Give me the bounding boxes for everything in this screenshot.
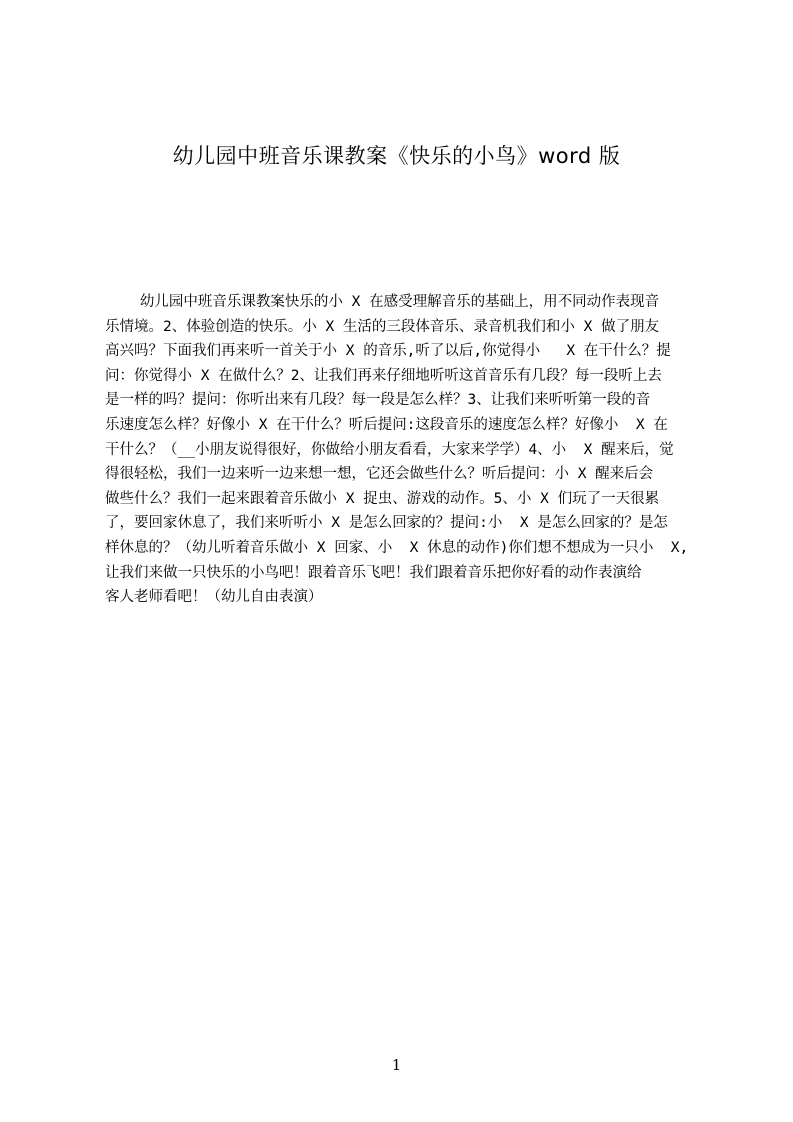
- body-line: 干什么？（__小朋友说得很好，你做给小朋友看看，大家来学学）4、小 X 醒来后，觉: [105, 441, 674, 458]
- body-line: 样休息的？（幼儿听着音乐做小 X 回家、小 X 休息的动作)你们想不想成为一只小 X,: [105, 539, 689, 556]
- body-line: 高兴吗？下面我们再来听一首关于小 X 的音乐,听了以后,你觉得小 X 在干什么？提: [105, 343, 671, 360]
- body-line: 让我们来做一只快乐的小鸟吧！跟着音乐飞吧！我们跟着音乐把你好看的动作表演给: [105, 564, 642, 581]
- body-line: 做些什么？我们一起来跟着音乐做小 X 捉虫、游戏的动作。5、小 X 们玩了一天很累: [105, 490, 660, 507]
- document-body: [105, 290, 697, 640]
- body-line: 客人老师看吧！（幼儿自由表演）: [105, 589, 323, 606]
- body-line: 乐情境。2、体验创造的快乐。小 X 生活的三段体音乐、录音机我们和小 X 做了朋友: [105, 318, 660, 335]
- body-line: 问：你觉得小 X 在做什么？2、让我们再来仔细地听听这首音乐有几段？每一段听上去: [105, 367, 662, 384]
- body-line: 乐速度怎么样？好像小 X 在干什么？听后提问:这段音乐的速度怎么样？好像小 X 在: [105, 416, 668, 433]
- body-line: 是一样的吗？提问：你听出来有几段？每一段是怎么样？3、让我们来听听第一段的音: [105, 392, 651, 409]
- document-title: 幼儿园中班音乐课教案《快乐的小鸟》word 版: [172, 144, 621, 168]
- body-line: 了，要回家休息了，我们来听听小 X 是怎么回家的？提问:小 X 是怎么回家的？是怎: [105, 515, 668, 532]
- body-line: 幼儿园中班音乐课教案快乐的小 X 在感受理解音乐的基础上，用不同动作表现音: [105, 294, 660, 310]
- body-line: 得很轻松，我们一边来听一边来想一想，它还会做些什么？听后提问：小 X 醒来后会: [105, 466, 654, 483]
- page-number: 1: [391, 1056, 402, 1074]
